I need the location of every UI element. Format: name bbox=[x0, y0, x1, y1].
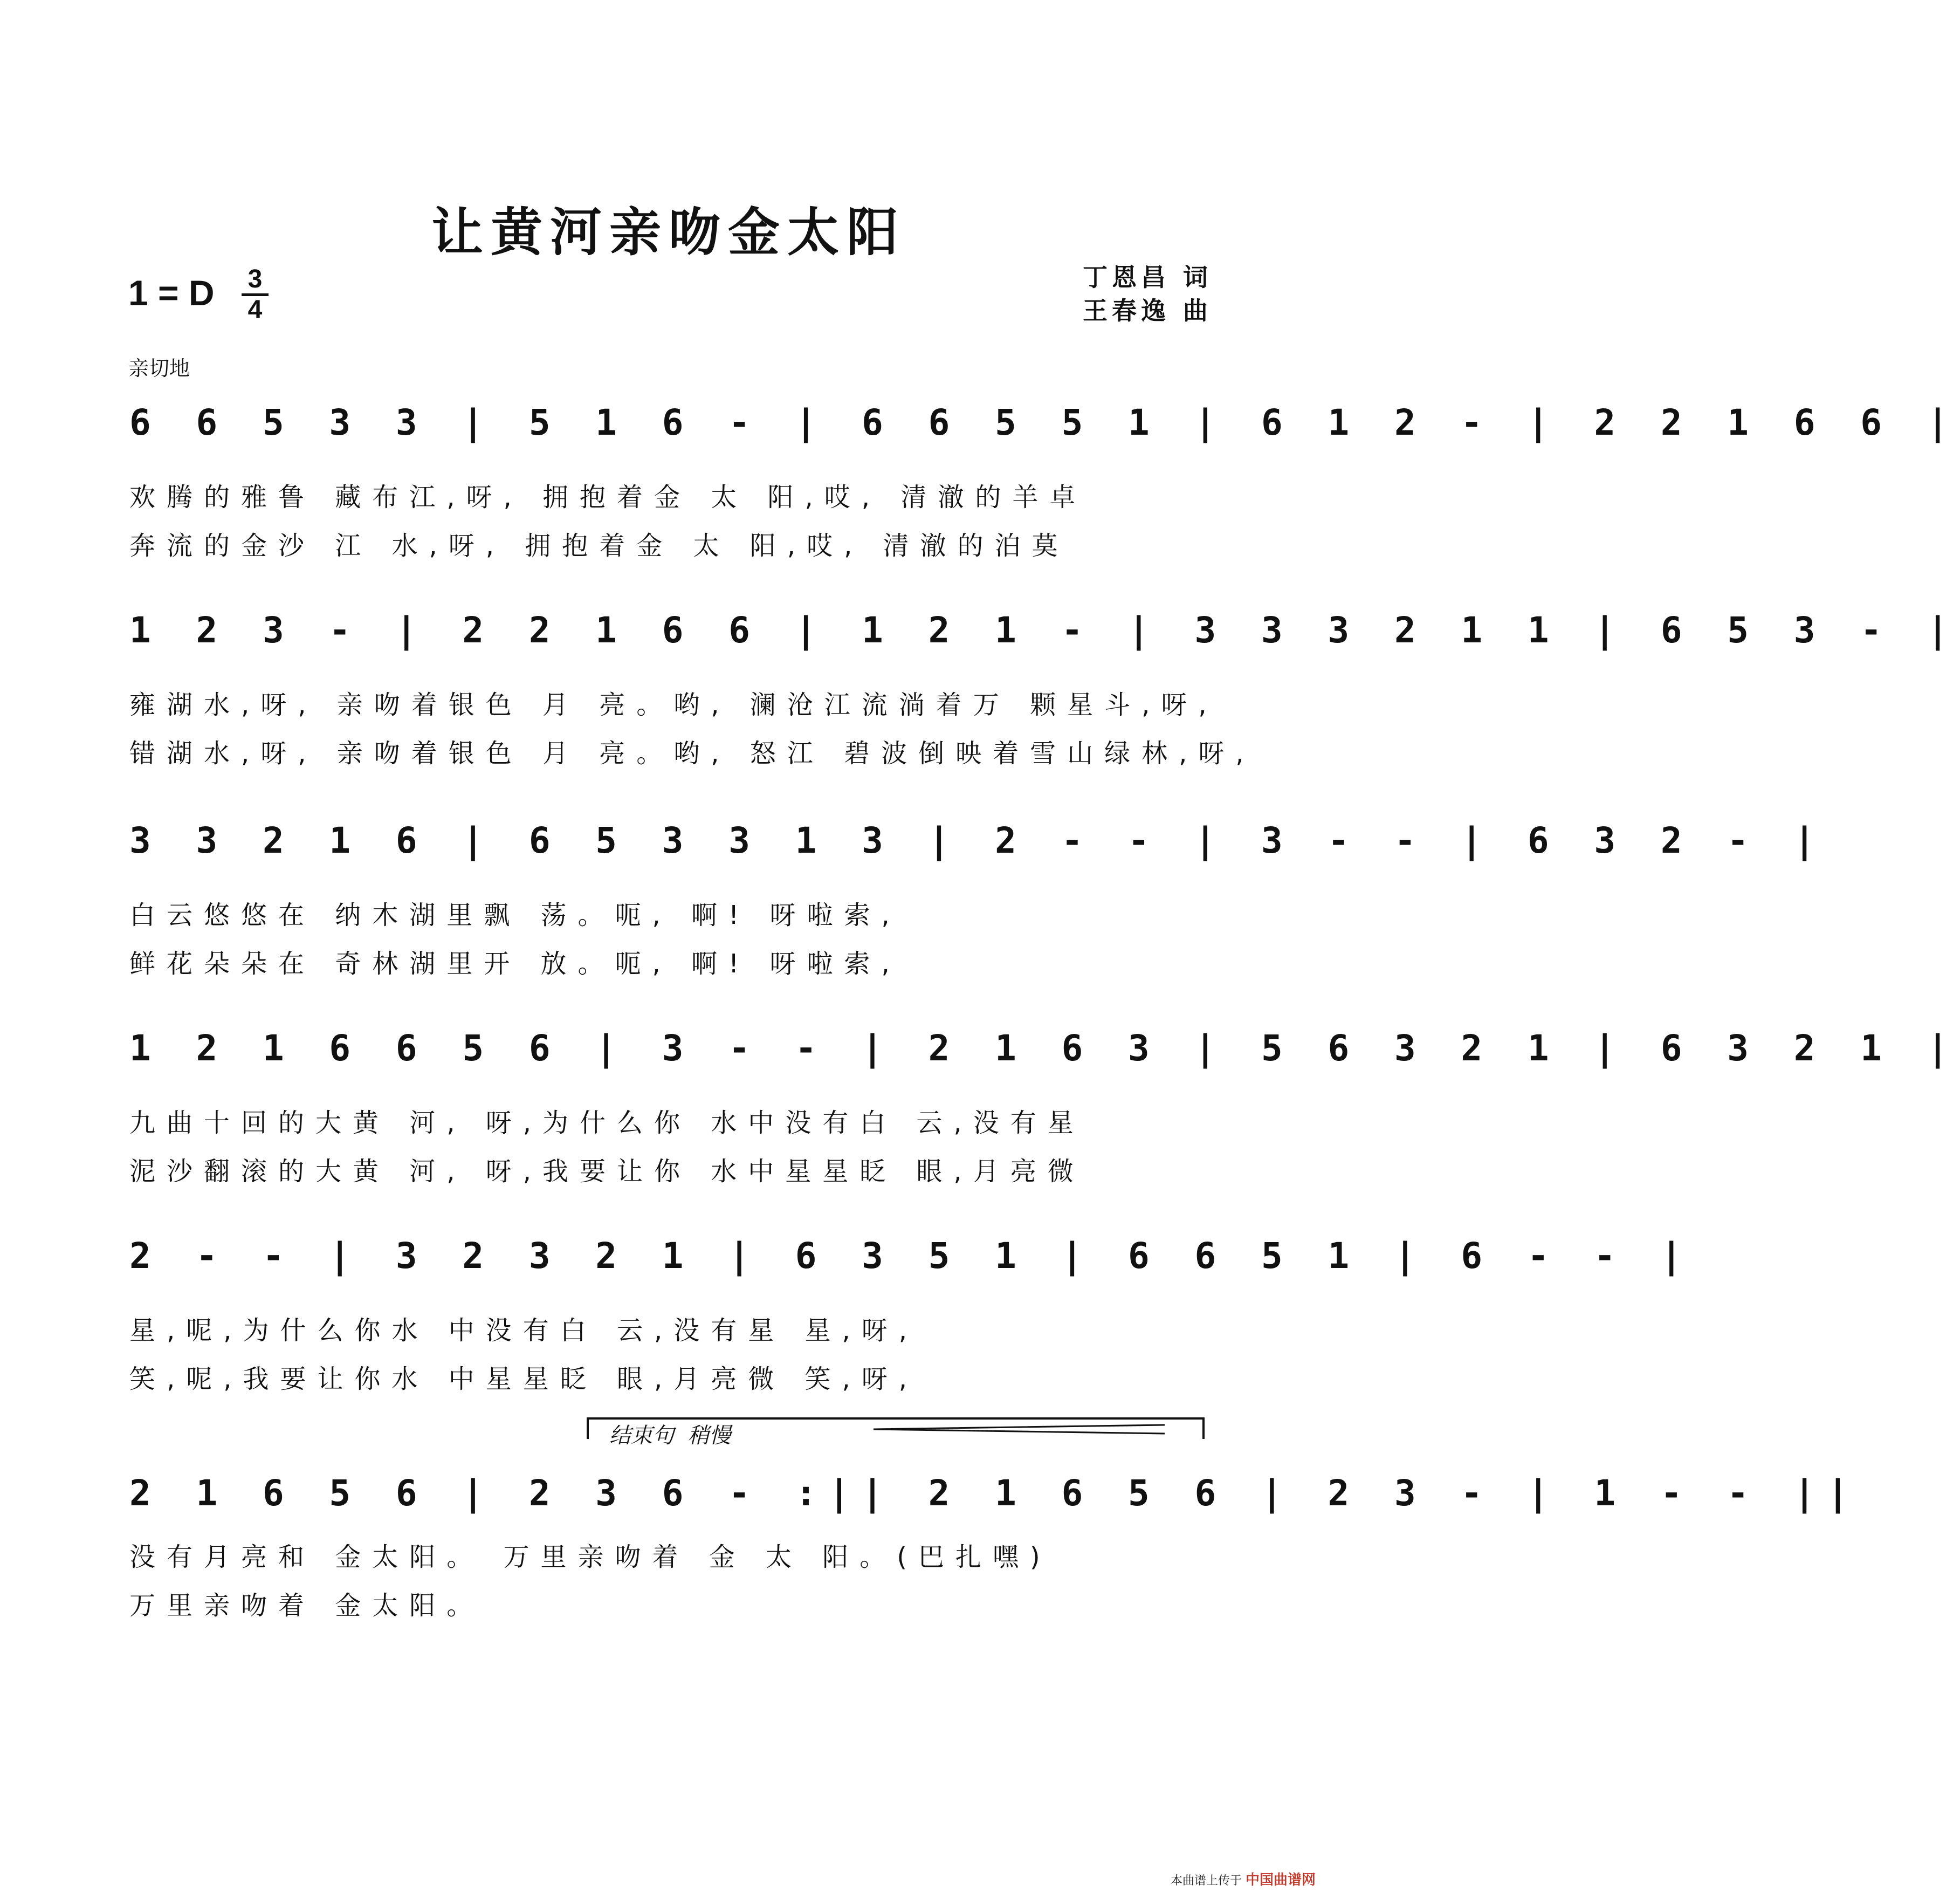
lyric-verse-2: 笑,呢,我要让你水 中星星眨 眼,月亮微 笑,呀, bbox=[129, 1364, 919, 1394]
time-signature bbox=[242, 265, 269, 324]
notation-line: 3 3 2 1 6 | 6 5 3 3 1 3 | 2 - - | 3 - - | 6 3 2 - | bbox=[129, 820, 1827, 861]
lyric-verse-1: 没有月亮和 金太阳。 万里亲吻着 金 太 阳。(巴扎嘿) bbox=[129, 1542, 1051, 1572]
lyric-verse-1: 星,呢,为什么你水 中没有白 云,没有星 星,呀, bbox=[129, 1315, 919, 1346]
notation-line: 2 - - | 3 2 3 2 1 | 6 3 5 1 | 6 6 5 1 | 6 - - | bbox=[129, 1235, 1694, 1277]
lyric-verse-1: 欢腾的雅鲁 藏布江,呀, 拥抱着金 太 阳,哎, 清澈的羊卓 bbox=[129, 482, 1087, 512]
decrescendo-hairpin bbox=[874, 1425, 1165, 1434]
tempo-marking: 亲切地 bbox=[128, 357, 190, 380]
music-row-1 bbox=[0, 402, 1960, 561]
footer-text: 本曲谱上传于 bbox=[1170, 1874, 1242, 1888]
notation-line: 1 2 1 6 6 5 6 | 3 - - | 2 1 6 3 | 5 6 3 2 1 | 6 3 2 1 | bbox=[129, 1027, 1960, 1069]
lyric-verse-2: 泥沙翻滚的大黄 河, 呀,我要让你 水中星星眨 眼,月亮微 bbox=[129, 1156, 1085, 1187]
music-row-6 bbox=[0, 1413, 1861, 1621]
lyric-verse-2: 鲜花朵朵在 奇林湖里开 放。呃, 啊! 呀啦索, bbox=[129, 949, 901, 979]
footer-brand[interactable]: 中国曲谱网 bbox=[1245, 1872, 1316, 1888]
upload-footer bbox=[1171, 1869, 1316, 1889]
notation-line: 6 6 5 3 3 | 5 1 6 - | 6 6 5 5 1 | 6 1 2 - | 2 2 1 6 6 | bbox=[129, 402, 1960, 443]
lyric-verse-2: 错湖水,呀, 亲吻着银色 月 亮。哟, 怒江 碧波倒映着雪山绿林,呀, bbox=[129, 738, 1255, 769]
notation-line: 1 2 3 - | 2 2 1 6 6 | 1 2 1 - | 3 3 3 2 1 1 | 6 5 3 - | bbox=[129, 609, 1960, 651]
time-signature-bottom: 4 bbox=[247, 296, 263, 324]
song-title: 让黄河亲吻金太阳 bbox=[431, 202, 906, 263]
ending-cue: 结束句 稍慢 bbox=[609, 1423, 731, 1448]
lyric-verse-2: 奔流的金沙 江 水,呀, 拥抱着金 太 阳,哎, 清澈的泊莫 bbox=[129, 531, 1069, 561]
composer-credit: 王春逸 曲 bbox=[1082, 296, 1212, 325]
music-row-3 bbox=[0, 820, 1827, 979]
lyric-verse-1: 九曲十回的大黄 河, 呀,为什么你 水中没有白 云,没有星 bbox=[129, 1108, 1085, 1138]
lyricist-credit: 丁恩昌 词 bbox=[1082, 263, 1212, 292]
time-signature-top: 3 bbox=[242, 265, 269, 296]
lyric-verse-1: 雍湖水,呀, 亲吻着银色 月 亮。哟, 澜沧江流淌着万 颗星斗,呀, bbox=[129, 690, 1218, 720]
music-row-4 bbox=[0, 1027, 1960, 1187]
key-signature: 1 = D bbox=[128, 273, 215, 313]
music-row-5 bbox=[0, 1235, 1694, 1394]
lyric-verse-1: 白云悠悠在 纳木湖里飘 荡。呃, 啊! 呀啦索, bbox=[129, 900, 901, 930]
music-row-2 bbox=[0, 609, 1960, 769]
lyric-verse-2: 万里亲吻着 金太阳。 bbox=[129, 1591, 484, 1621]
notation-line: 2 1 6 5 6 | 2 3 6 - :|| 2 1 6 5 6 | 2 3 - | 1 - - || bbox=[129, 1472, 1861, 1514]
